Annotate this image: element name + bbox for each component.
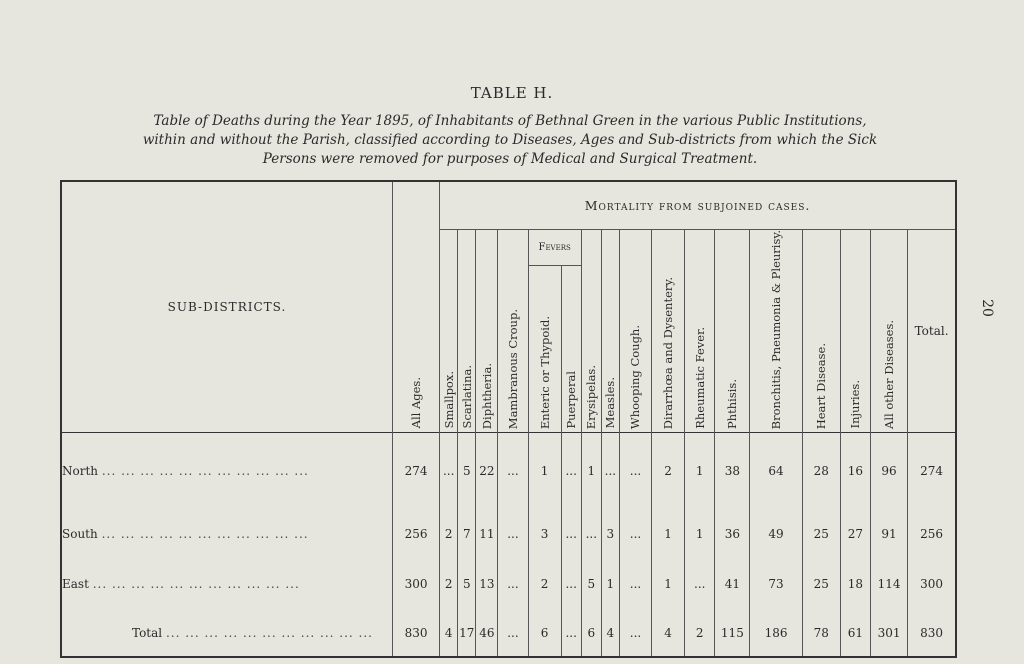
cell-other-diseases: 114: [870, 559, 907, 609]
cell-bronchitis: 49: [750, 509, 802, 559]
table-title: TABLE H.: [470, 84, 554, 102]
cell-smallpox: 2: [440, 559, 458, 609]
cell-diphtheria: 22: [476, 433, 498, 509]
cell-measles: 4: [601, 609, 619, 657]
cell-diarrhoea: 1: [652, 559, 685, 609]
table-row: [61, 559, 956, 609]
cell-phthisis: 41: [715, 559, 750, 609]
header-diarrhoea: Dirarrhœa and Dysentery.: [652, 229, 685, 432]
cell-rheumatic-fever: ...: [685, 559, 715, 609]
header-rheumatic-fever: Rheumatic Fever.: [685, 229, 715, 432]
cell-erysipelas: ...: [581, 509, 601, 559]
cell-injuries: 61: [840, 609, 870, 657]
header-erysipelas: Erysipelas.: [581, 229, 601, 432]
cell-whooping-cough: ...: [619, 433, 651, 509]
cell-total: 830: [908, 609, 956, 657]
table-row: [61, 433, 956, 509]
caption-line-2: within and without the Parish, classified according to Diseases, Ages and Sub-districts from which the Sick: [142, 132, 878, 148]
header-scarlatina: Scarlatina.: [458, 229, 476, 432]
cell-all-ages: 274: [392, 433, 439, 509]
cell-diphtheria: 13: [476, 559, 498, 609]
cell-heart-disease: 28: [802, 433, 840, 509]
cell-rheumatic-fever: 1: [685, 509, 715, 559]
cell-diphtheria: 46: [476, 609, 498, 657]
cell-heart-disease: 25: [802, 559, 840, 609]
mortality-table: [60, 180, 957, 658]
cell-heart-disease: 25: [802, 509, 840, 559]
header-other-diseases: All other Diseases.: [870, 229, 907, 432]
cell-phthisis: 115: [715, 609, 750, 657]
cell-heart-disease: 78: [802, 609, 840, 657]
row-sub-district: Total ... ... ... ... ... ... ... ... ... ... ...: [132, 625, 373, 640]
header-measles: Measles.: [601, 229, 619, 432]
cell-rheumatic-fever: 1: [685, 433, 715, 509]
header-smallpox: Smallpox.: [440, 229, 458, 432]
cell-whooping-cough: ...: [619, 559, 651, 609]
cell-scarlatina: 5: [458, 559, 476, 609]
cell-scarlatina: 7: [458, 509, 476, 559]
cell-injuries: 16: [840, 433, 870, 509]
cell-injuries: 27: [840, 509, 870, 559]
cell-injuries: 18: [840, 559, 870, 609]
cell-membranous-croup: ...: [498, 609, 528, 657]
table-row: [61, 509, 956, 559]
cell-all-ages: 300: [392, 559, 439, 609]
cell-all-ages: 830: [392, 609, 439, 657]
cell-measles: ...: [601, 433, 619, 509]
caption-line-3: Persons were removed for purposes of Medical and Surgical Treatment.: [262, 151, 758, 167]
header-diphtheria: Diphtheria.: [476, 229, 498, 432]
cell-erysipelas: 1: [581, 433, 601, 509]
table-row: [61, 609, 956, 657]
header-total: Total.: [908, 229, 956, 432]
cell-scarlatina: 17: [458, 609, 476, 657]
cell-enteric: 3: [528, 509, 561, 559]
cell-smallpox: ...: [440, 433, 458, 509]
cell-diarrhoea: 2: [652, 433, 685, 509]
cell-bronchitis: 186: [750, 609, 802, 657]
header-enteric: Enteric or Thypoid.: [528, 266, 561, 432]
cell-total: 256: [908, 509, 956, 559]
cell-whooping-cough: ...: [619, 509, 651, 559]
cell-all-ages: 256: [392, 509, 439, 559]
header-mortality: Mortality from subjoined cases.: [440, 181, 956, 229]
cell-membranous-croup: ...: [498, 509, 528, 559]
row-sub-district: East ... ... ... ... ... ... ... ... ... ... ...: [62, 577, 300, 592]
cell-measles: 1: [601, 559, 619, 609]
header-all-ages: All Ages.: [392, 181, 439, 432]
cell-diarrhoea: 1: [652, 509, 685, 559]
cell-diphtheria: 11: [476, 509, 498, 559]
cell-membranous-croup: ...: [498, 559, 528, 609]
cell-puerperal: ...: [561, 559, 581, 609]
header-membranous-croup: Mambranous Croup.: [498, 229, 528, 432]
cell-bronchitis: 73: [750, 559, 802, 609]
cell-total: 274: [908, 433, 956, 509]
cell-enteric: 2: [528, 559, 561, 609]
header-whooping-cough: Whooping Cough.: [619, 229, 651, 432]
header-phthisis: Phthisis.: [715, 229, 750, 432]
header-puerperal: Puerperal: [561, 266, 581, 432]
cell-rheumatic-fever: 2: [685, 609, 715, 657]
cell-puerperal: ...: [561, 509, 581, 559]
cell-measles: 3: [601, 509, 619, 559]
cell-phthisis: 36: [715, 509, 750, 559]
header-injuries: Injuries.: [840, 229, 870, 432]
cell-total: 300: [908, 559, 956, 609]
cell-enteric: 1: [528, 433, 561, 509]
cell-puerperal: ...: [561, 609, 581, 657]
header-heart-disease: Heart Disease.: [802, 229, 840, 432]
cell-bronchitis: 64: [750, 433, 802, 509]
header-sub-districts: SUB-DISTRICTS.: [167, 299, 287, 314]
cell-other-diseases: 301: [870, 609, 907, 657]
cell-smallpox: 2: [440, 509, 458, 559]
header-bronchitis: Bronchitis, Pneumonia & Pleurisy.: [750, 229, 802, 432]
page-number: 20: [978, 299, 995, 317]
cell-erysipelas: 5: [581, 559, 601, 609]
cell-membranous-croup: ...: [498, 433, 528, 509]
cell-enteric: 6: [528, 609, 561, 657]
header-fevers: Fevers: [528, 229, 581, 266]
cell-diarrhoea: 4: [652, 609, 685, 657]
caption-line-1: Table of Deaths during the Year 1895, of Inhabitants of Bethnal Green in the various Public Institutions,: [153, 113, 867, 129]
cell-other-diseases: 96: [870, 433, 907, 509]
table-caption: [60, 112, 960, 169]
cell-smallpox: 4: [440, 609, 458, 657]
cell-puerperal: ...: [561, 433, 581, 509]
cell-whooping-cough: ...: [619, 609, 651, 657]
row-sub-district: North ... ... ... ... ... ... ... ... ... ... ...: [62, 464, 309, 479]
row-sub-district: South ... ... ... ... ... ... ... ... ... ... ...: [62, 527, 309, 542]
cell-other-diseases: 91: [870, 509, 907, 559]
cell-erysipelas: 6: [581, 609, 601, 657]
cell-phthisis: 38: [715, 433, 750, 509]
cell-scarlatina: 5: [458, 433, 476, 509]
